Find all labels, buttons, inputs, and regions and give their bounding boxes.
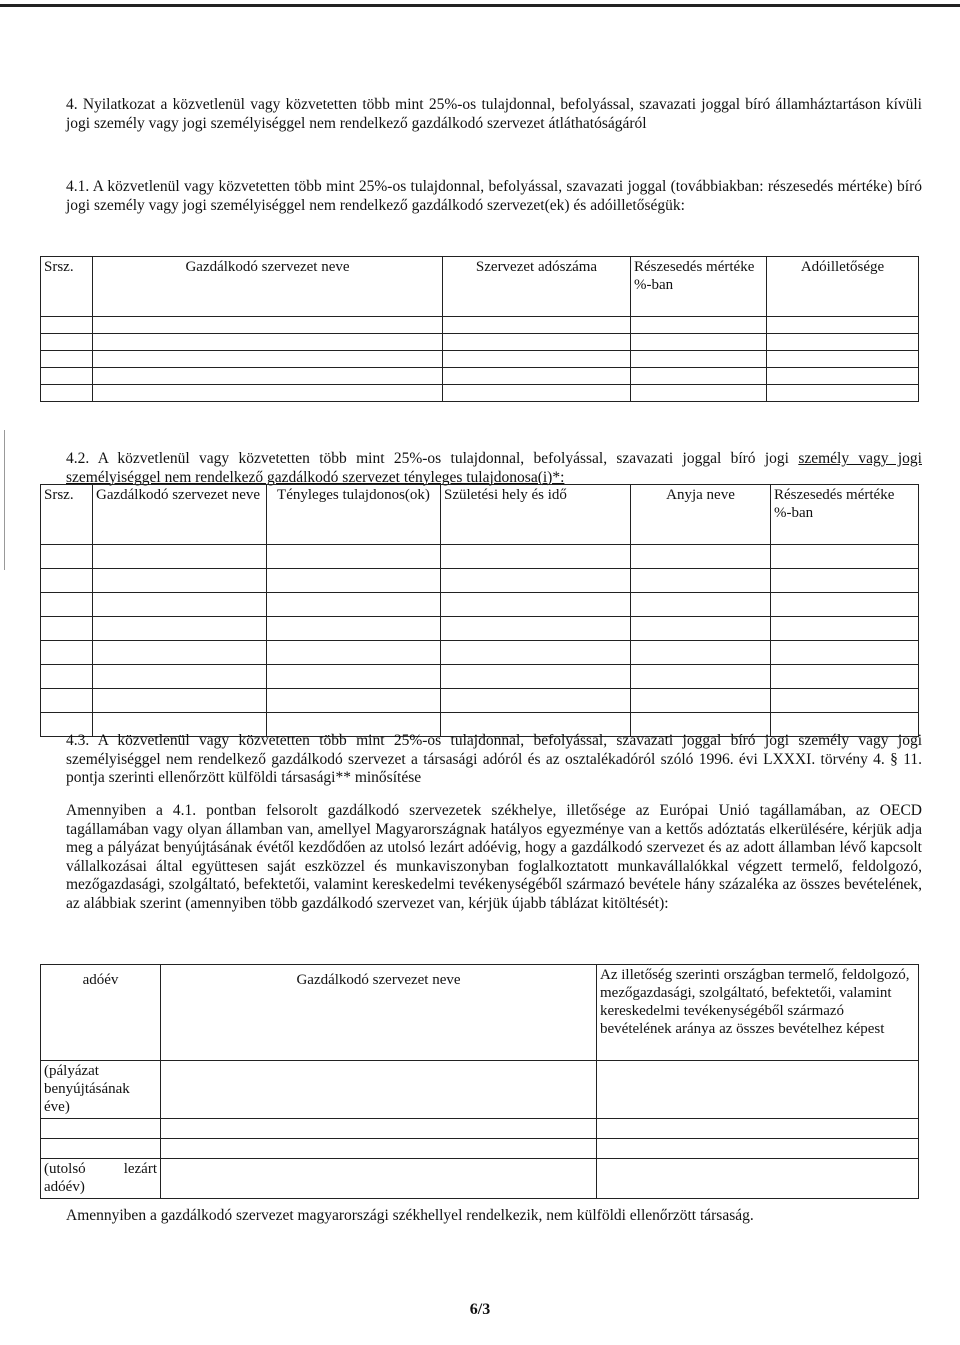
- row-label-last-closed-year: [41, 1159, 161, 1199]
- col-taxyear: adóév: [41, 965, 161, 1061]
- table-row: [41, 593, 919, 617]
- table-row: [41, 1119, 919, 1139]
- table-row: [41, 368, 919, 385]
- table-row: [41, 1061, 919, 1119]
- table-row: [41, 334, 919, 351]
- col-residence: Adóilletősége: [767, 257, 919, 317]
- section-42-text-a: 4.2. A közvetlenül vagy közvetetten több mint 25%-os tulajdonnal, befolyással, szavazati joggal bíró jogi: [66, 450, 799, 467]
- section-42-text-b: személy vagy jogi személyiséggel nem rendelkező gazdálkodó szervezet tényleges tulajdonosa(i)*:: [66, 450, 922, 486]
- col-taxnumber: Szervezet adószáma: [443, 257, 631, 317]
- footnote: Amennyiben a gazdálkodó szervezet magyarországi székhellyel rendelkezik, nem külföldi ellenőrzött társaság.: [66, 1207, 754, 1224]
- section-41-text: 4.1. A közvetlenül vagy közvetetten több mint 25%-os tulajdonnal, befolyással, szavazati joggal (továbbiakban: részesedés mértéke) bíró jogi személy vagy jogi személyiséggel nem rendelkező gazdálkodó szervezet(ek) és adóilletőségük:: [66, 178, 922, 214]
- col-revenue-ratio: Az illetőség szerinti országban termelő, feldolgozó, mezőgazdasági, szolgáltató, befektetői, valamint kereskedelmi tevékenységéből származó bevételének aránya az összes bevételhez képest: [597, 965, 919, 1061]
- col-share: Részesedés mértéke %-ban: [771, 485, 919, 545]
- table-row: [41, 665, 919, 689]
- col-org-name: Gazdálkodó szervezet neve: [161, 965, 597, 1061]
- col-owners: Tényleges tulajdonos(ok): [267, 485, 441, 545]
- col-srsz: Srsz.: [41, 485, 93, 545]
- table-row: [41, 689, 919, 713]
- table-row: [41, 641, 919, 665]
- col-srsz: Srsz.: [41, 257, 93, 317]
- section-4-title: 4. Nyilatkozat a közvetlenül vagy közvetetten több mint 25%-os tulajdonnal, befolyással, szavazati joggal bíró államháztartáson kívüli jogi személy vagy jogi személyiséggel nem rendelkező gazdálkodó szervezet átláthatóságáról: [66, 96, 922, 132]
- col-name: Gazdálkodó szervezet neve: [93, 485, 267, 545]
- row-label-part-3: adóév): [44, 1179, 85, 1195]
- table-43: [40, 964, 919, 1199]
- section-42-text: [66, 450, 922, 487]
- col-birth: Születési hely és idő: [441, 485, 631, 545]
- table-row: [41, 1139, 919, 1159]
- table-42-header: [41, 485, 919, 545]
- row-label-part-1: (utolsó: [44, 1161, 86, 1177]
- section-43-paragraph: Amennyiben a 4.1. pontban felsorolt gazdálkodó szervezetek székhelye, illetősége az Európai Unió tagállamában, az OECD tagállamában vagy olyan államban van, amellyel Magyarországnak hatályos egyezménye van a kettős adóztatás elkerülésére, kérjük adja meg a pályázat benyújtásának évétől kezdődően az utolsó lezárt adóévig, hogy a gazdálkodó szervezet és az adott államban lévő kapcsolt vállalkozásai által együttesen saját eszközzel és munkaviszonyban foglalkoztatott munkavállalókkal végzett termelő, feldolgozó, mezőgazdasági, szolgáltató, befektetői, valamint kereskedelmi tevékenységéből származó bevétele hány százaléka az összes bevételének, az alábbiak szerint (amennyiben több gazdálkodó szervezet van, kérjük újabb táblázat kitöltését):: [66, 802, 922, 912]
- table-row: [41, 545, 919, 569]
- col-share: Részesedés mértéke %-ban: [631, 257, 767, 317]
- table-row: [41, 351, 919, 368]
- page-number: 6/3: [469, 1301, 491, 1318]
- table-row: [41, 1159, 919, 1199]
- scan-margin-mark: [4, 430, 5, 570]
- table-43-header: [41, 965, 919, 1061]
- col-name: Gazdálkodó szervezet neve: [93, 257, 443, 317]
- table-41: [40, 256, 919, 402]
- table-42: [40, 484, 919, 737]
- col-mother: Anyja neve: [631, 485, 771, 545]
- table-41-header: [41, 257, 919, 317]
- table-row: [41, 569, 919, 593]
- section-43-text: 4.3. A közvetlenül vagy közvetetten több mint 25%-os tulajdonnal, befolyással, szavazati joggal bíró jogi személy vagy jogi személyiséggel nem rendelkező gazdálkodó szervezet a társasági adóról és az osztalékadóról szóló 1996. évi LXXXI. törvény 4. § 11. pontja szerinti ellenőrzött külföldi társasági** minősítése: [66, 732, 922, 787]
- table-row: [41, 317, 919, 334]
- table-row: [41, 617, 919, 641]
- row-label-application-year: (pályázat benyújtásának éve): [41, 1061, 161, 1119]
- top-border-line: [0, 4, 960, 7]
- table-row: [41, 385, 919, 402]
- row-label-part-2: lezárt: [123, 1161, 157, 1177]
